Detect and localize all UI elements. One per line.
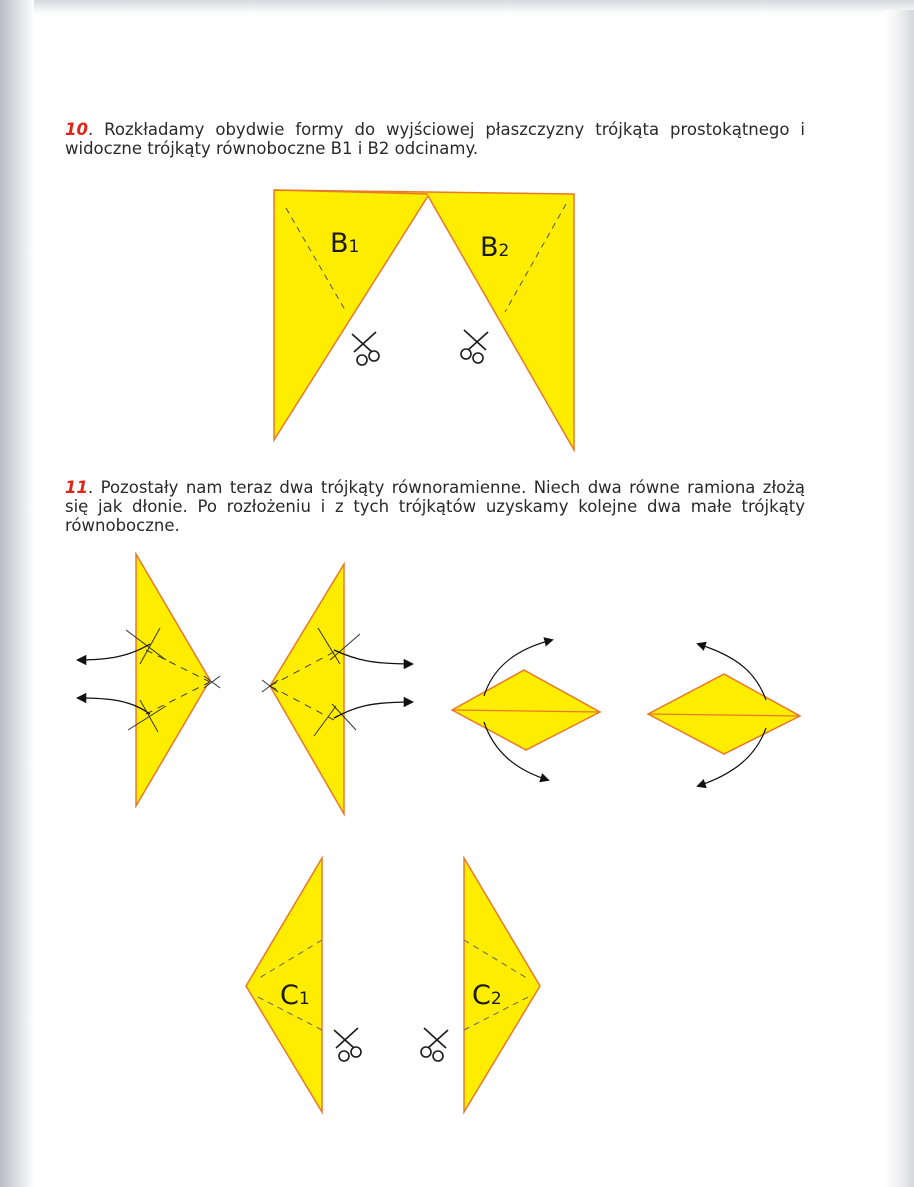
label-c1: C1 bbox=[280, 980, 310, 1011]
scissors-icon bbox=[334, 1028, 361, 1061]
label-b1: B1 bbox=[330, 228, 360, 259]
label-c2: C2 bbox=[472, 980, 502, 1011]
scissors-icon bbox=[352, 332, 379, 365]
step-11-number: 11 bbox=[65, 478, 88, 497]
label-b2: B2 bbox=[480, 232, 510, 263]
paper-form bbox=[274, 190, 574, 450]
arrow-icon bbox=[334, 650, 412, 664]
scissors-icon bbox=[461, 330, 488, 363]
step-10-body: . Rozkładamy obydwie formy do wyjściowej płaszczyzny trójkąta prostokątnego i widoczne trójkąty równoboczne B1 i B2 odcinamy. bbox=[65, 120, 805, 158]
step-11-fold-right bbox=[262, 564, 412, 814]
step-11-triangle-c1 bbox=[246, 858, 361, 1112]
step-11-diamond-left bbox=[452, 640, 600, 780]
step-10-number: 10 bbox=[65, 120, 88, 139]
scissors-icon bbox=[421, 1028, 448, 1061]
step-11-diamond-right bbox=[648, 644, 800, 786]
step-10-figure bbox=[274, 190, 574, 450]
arrow-icon bbox=[334, 702, 412, 718]
step-11-triangle-c2 bbox=[421, 858, 540, 1112]
step-11-body: . Pozostały nam teraz dwa trójkąty równoramienne. Niech dwa równe ramiona złożą się jak dłonie. Po rozłożeniu i z tych trójkątów uzyskamy kolejne dwa małe trójkąty równoboczne. bbox=[65, 478, 805, 535]
step-11-fold-left bbox=[78, 554, 220, 806]
